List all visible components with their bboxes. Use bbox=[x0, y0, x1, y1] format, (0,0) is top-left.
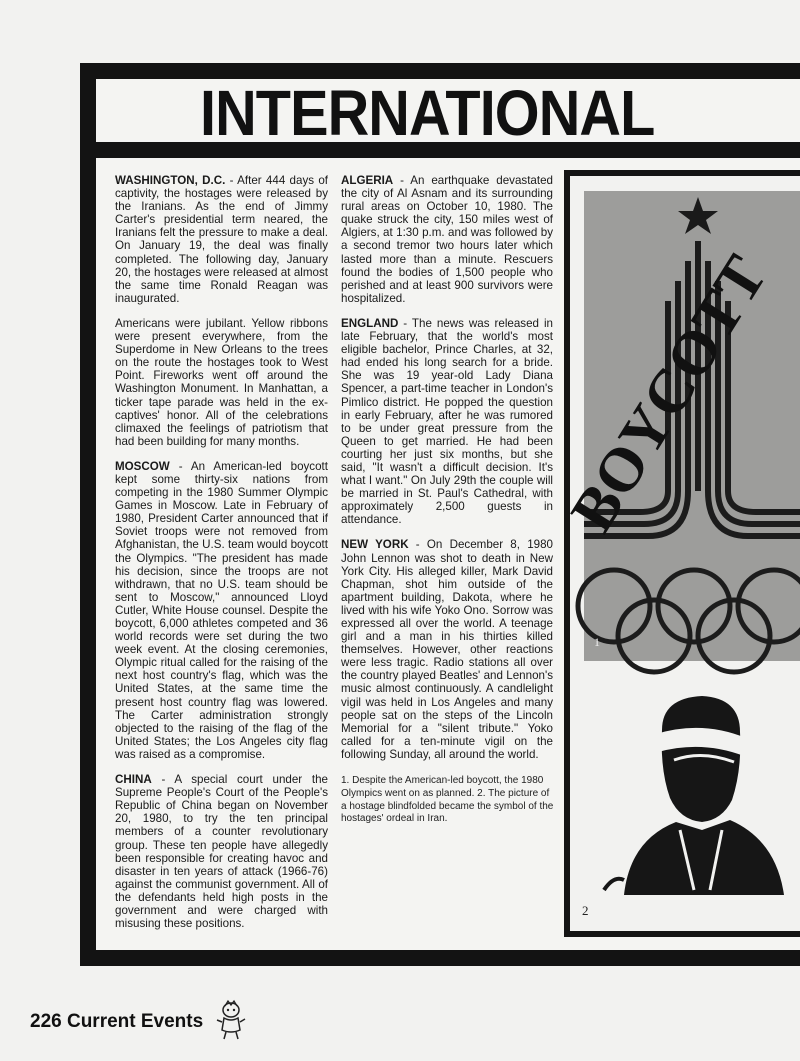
article-head: NEW YORK bbox=[341, 538, 409, 552]
page-footer: 226 Current Events bbox=[30, 1011, 204, 1032]
mascot-icon bbox=[216, 1000, 246, 1040]
article-text: - An American-led boycott kept some thirty-six nations from competing in the 1980 Summer Olympic Games in Moscow. Late in February of 1980, President Carter announced that if Soviet troops were not removed from Afghanistan, the U.S. team would boycott the Olympics. "The president has made his decision, since the troops are not withdrawn, that no U.S. team should be sent to Moscow," announced Lloyd Cutler, White House counsel. Despite the boycott, 6,000 athletes competed and 36 world records were set during the two week event. At the closing ceremonies, Olympic ritual called for the raising of the next host country's flag, which was the United States, at the same time the present host country flag was lowered. The Carter administration strongly objected to the raising of the flag of the United States; the Los Angeles city flag was raised as a compromise. bbox=[115, 459, 328, 761]
article-england bbox=[341, 317, 553, 527]
article-text: - After 444 days of captivity, the hostages were released by the Iranians. As the end of Jimmy Carter's presidential term neared, the Iranians felt the pressure to make a deal. On January 19, the deal was finally completed. The following day, January 20, the hostages were released at almost the same time Ronald Reagan was inaugurated. bbox=[115, 174, 328, 305]
article-text: - An earthquake devastated the city of Al Asnam and its surrounding rural areas on October 10, 1980. The quake struck the city, 150 miles west of Algiers, at 1:30 p.m. and was followed by a second tremor two hours later which lasted more than a minute. Rescuers found the bodies of 1,500 people who perished and at least 900 survivors were hospitalized. bbox=[341, 174, 553, 305]
photo-blindfolded-hostage bbox=[584, 690, 800, 895]
column-middle bbox=[341, 174, 553, 773]
photo-boycott-olympics bbox=[558, 191, 800, 661]
article-text: - A special court under the Supreme People's Court of the People's Republic of China began on November 20, 1980, to try the ten principal members of a counter revolutionary group. These ten people have allegedly been responsible for creating havoc and disaster in ten years of attack (1966-76) against the communist government. All of the defendants held high posts in the government and were charged with misusing these positions. bbox=[115, 773, 328, 931]
article-head: MOSCOW bbox=[115, 459, 170, 473]
article-newyork bbox=[341, 538, 553, 761]
article-head: ENGLAND bbox=[341, 316, 399, 330]
photo-caption: 1. Despite the American-led boycott, the 1980 Olympics went on as planned. 2. The picture of a hostage blindfolded became the symbol of the hostages' ordeal in Iran. bbox=[341, 775, 554, 825]
page-title: INTERNATIONAL bbox=[200, 77, 655, 149]
article-text: - On December 8, 1980 John Lennon was shot to death in New York City. His alleged killer, Mark David Chapman, shot him outside of the apartment building, Dakota, where he lived with his wife Yoko Ono. Sorrow was expressed all over the world. A teenage girl and a man in his thirties killed themselves. However, other reactions were less tragic. Radio stations all over the country played Beatles' and Lennon's music almost continuously. A candlelight vigil was held in Los Angeles and many people sat on the steps of the Lincoln Memorial for a "silent tribute." Yoko called for a ten-minute vigil on the following Sunday, all around the world. bbox=[341, 538, 554, 761]
article-china bbox=[115, 773, 328, 930]
boycott-word: BOYCOTT bbox=[558, 244, 781, 544]
article-moscow bbox=[115, 460, 328, 761]
article-algeria bbox=[341, 174, 553, 305]
article-washington-continued: Americans were jubilant. Yellow ribbons were present everywhere, from the Superdome in New Orleans to the trees on the route the hostages took to West Point. Fireworks went off around the Washington Monument. In Manhattan, a ticker tape parade was held in the ex-captives' honor. All of the celebrations climaxed the feelings of patriotism that had been building for many months. bbox=[115, 316, 328, 448]
photo-number-1: 1 bbox=[594, 635, 600, 649]
column-left bbox=[115, 174, 328, 942]
boycott-poster bbox=[558, 191, 800, 661]
article-head: ALGERIA bbox=[341, 174, 394, 187]
article-head: CHINA bbox=[115, 773, 152, 787]
hostage-illustration bbox=[584, 690, 800, 895]
article-head: WASHINGTON, D.C. bbox=[115, 174, 226, 187]
photo-number-2: 2 bbox=[582, 903, 589, 918]
article-washington bbox=[115, 174, 328, 305]
article-text: - The news was released in late February, that the world's most eligible bachelor, Prince Charles, at 32, had ended his long search for a bride. She was 19 year-old Lady Diana Spencer, a part-time teacher in London's Pimlico district. He popped the question in early February, after he was rumored to be under great pressure from the Queen to get married. He had been courting her just six months, but she said, "It wasn't a difficult decision. It's what I want." On July 29th the couple will be married in St. Paul's Cathedral, with approximately 2,500 guests in attendance. bbox=[341, 316, 553, 527]
